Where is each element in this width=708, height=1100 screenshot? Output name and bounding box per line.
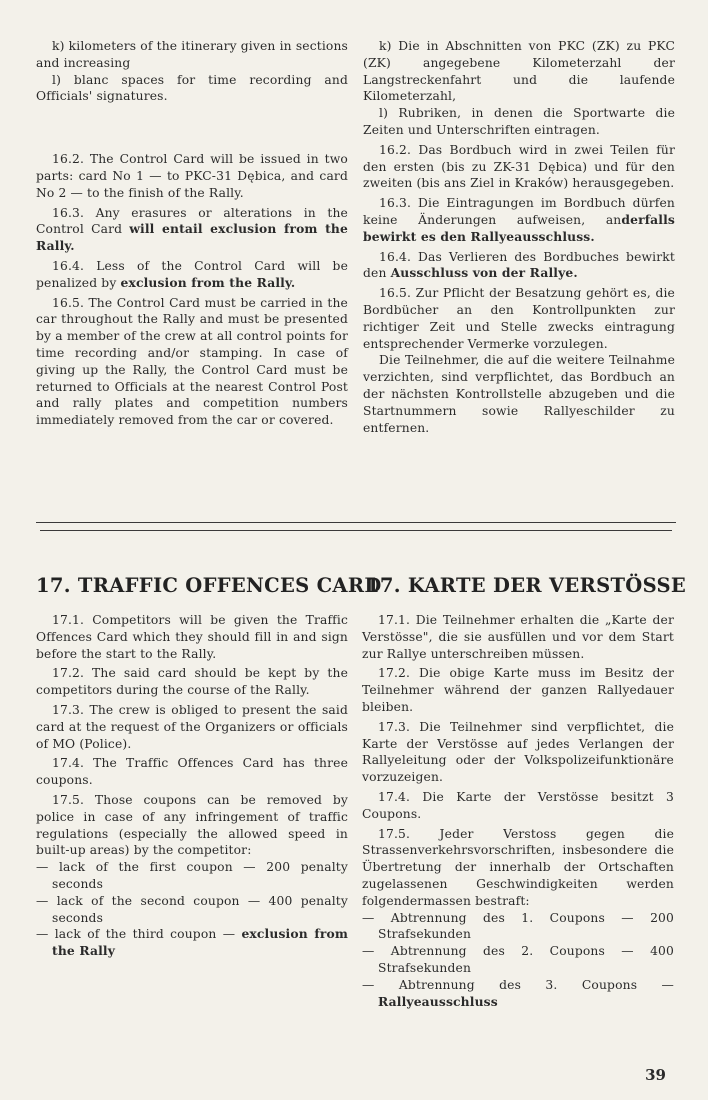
paragraph-16-5b-de: Die Teilnehmer, die auf die weitere Teilnahme verzichten, sind verpflichtet, das Bordbuch an der nächsten Kontrollstelle abzugeben und die Startnummern sowie Rallyeschilder zu entfernen. — [363, 353, 675, 435]
section-heading-english: 17. TRAFFIC OFFENCES CARD — [36, 574, 382, 597]
paragraph-17-2: 17.2. The said card should be kept by the competitors during the course of the Rally. — [36, 666, 348, 698]
item-l-de: l) Rubriken, in denen die Sportwarte die Zeiten und Unterschriften eintragen. — [363, 106, 675, 137]
paragraph-16-4: 16.4. Less of the Control Card will be penalized by exclusion from the Rally. — [36, 258, 348, 290]
bottom-english-column — [36, 612, 348, 960]
section-heading-german: 17. KARTE DER VERSTÖSSE — [366, 574, 687, 597]
penalty-item-3: — lack of the third coupon — exclusion from the Rally — [36, 926, 349, 959]
paragraph-16-5-de: 16.5. Zur Pflicht der Besatzung gehört es, die Bordbücher an den Kontrollpunkten zur richtiger Zeit und Stelle zwecks eintragung entsprechender Vermerke vorzulegen. — [363, 286, 675, 351]
page-number: 39 — [645, 1066, 666, 1084]
paragraph-17-4: 17.4. The Traffic Offences Card has three coupons. — [36, 756, 348, 788]
paragraph-17-3: 17.3. The crew is obliged to present the said card at the request of the Organizers or officials of MO (Police). — [36, 702, 348, 751]
paragraph-17-1: 17.1. Competitors will be given the Traffic Offences Card which they should fill in and sign before the start to the Rally. — [36, 613, 348, 661]
paragraph-16-4-de: 16.4. Das Verlieren des Bordbuches bewirkt den Ausschluss von der Rallye. — [363, 249, 675, 281]
paragraph-17-5-de: 17.5. Jeder Verstoss gegen die Strassenverkehrsvorschriften, insbesondere die Übertretung der innerhalb der Ortschaften zugelassenen Geschwindigkeiten werden folgendermassen bestraft: — [362, 826, 674, 908]
paragraph-16-5: 16.5. The Control Card must be carried in the car throughout the Rally and must be presented by a member of the crew at all control points for time recording and/or stamping. In case of giving up the Rally, the Control Card must be returned to Officials at the nearest Control Post and rally plates and competition numbers immediately removed from the car or covered. — [36, 295, 348, 428]
penalty-item-1-de: — Abtrennung des 1. Coupons — 200 Strafsekunden — [362, 910, 674, 942]
top-english-column — [36, 38, 348, 429]
paragraph-16-2-de: 16.2. Das Bordbuch wird in zwei Teilen für den ersten (bis zu ZK-31 Dębica) und für den zweiten (bis ans Ziel in Kraków) herausgegeben. — [363, 142, 675, 191]
paragraph-17-1-de: 17.1. Die Teilnehmer erhalten die „Karte der Verstösse", die sie ausfüllen und vor dem Start zur Rallye unterschreiben müssen. — [362, 613, 674, 661]
paragraph-17-5: 17.5. Those coupons can be removed by police in case of any infringement of traffic regulations (especially the allowed speed in built-up areas) by the competitor: — [36, 792, 348, 858]
paragraph-16-2: 16.2. The Control Card will be issued in two parts: card No 1 — to PKC-31 Dębica, and card No 2 — to the finish of the Rally. — [36, 152, 348, 200]
section-divider — [36, 522, 676, 523]
item-l: l) blanc spaces for time recording and Officials' signatures. — [36, 72, 348, 104]
paragraph-17-2-de: 17.2. Die obige Karte muss im Besitz der Teilnehmer während der ganzen Rallyedauer bleiben. — [362, 666, 674, 714]
paragraph-16-3-de: 16.3. Die Eintragungen im Bordbuch dürfen keine Änderungen aufweisen, anderfalls bewirkt es den Rallyeausschluss. — [363, 196, 675, 244]
paragraph-16-3: 16.3. Any erasures or alterations in the Control Card will entail exclusion from the Rally. — [36, 205, 348, 254]
paragraph-17-3-de: 17.3. Die Teilnehmer sind verpflichtet, die Karte der Verstösse auf jedes Verlangen der Rallyeleitung oder der Volkspolizeifunktionäre vorzuzeigen. — [362, 719, 674, 785]
paragraph-17-4-de: 17.4. Die Karte der Verstösse besitzt 3 Coupons. — [362, 789, 674, 821]
penalty-item-2: — lack of the second coupon — 400 penalty seconds — [36, 893, 348, 925]
item-k: k) kilometers of the itinerary given in sections and increasing — [36, 39, 348, 70]
penalty-item-1: — lack of the first coupon — 200 penalty seconds — [36, 860, 348, 891]
penalty-item-3-de: — Abtrennung des 3. Coupons — Rallyeausschluss — [362, 977, 674, 1009]
penalty-item-2-de: — Abtrennung des 2. Coupons — 400 Strafsekunden — [362, 944, 674, 975]
item-k-de: k) Die in Abschnitten von PKC (ZK) zu PKC (ZK) angegebene Kilometerzahl der Langstreckenfahrt und die laufende Kilometerzahl, — [363, 39, 675, 104]
bottom-german-column — [362, 612, 674, 1010]
section-divider-second — [40, 530, 672, 531]
top-german-column — [363, 38, 675, 436]
